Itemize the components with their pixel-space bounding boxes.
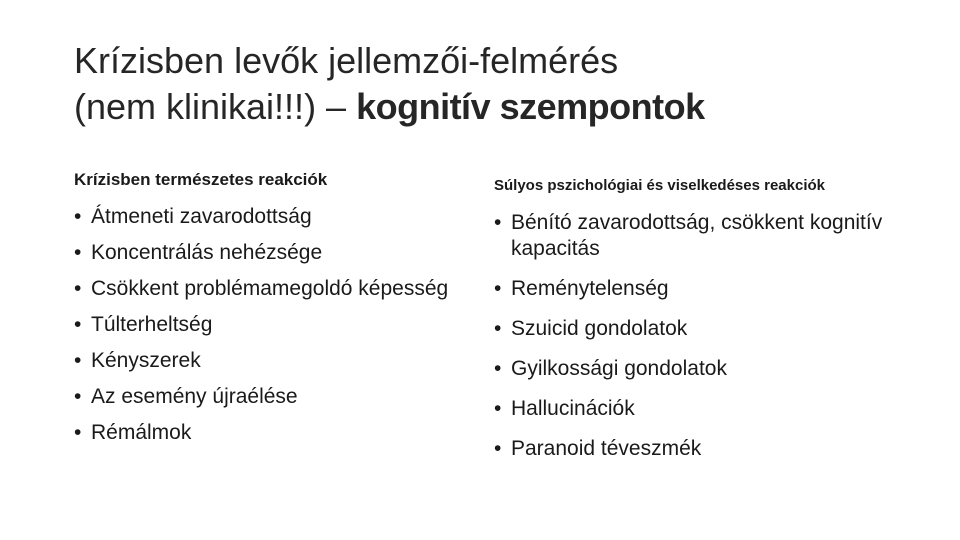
- list-item-text: Az esemény újraélése: [91, 385, 298, 408]
- list-item-text: Túlterheltség: [91, 313, 213, 336]
- right-column-heading: Súlyos pszichológiai és viselkedéses reakciók: [494, 177, 826, 194]
- list-item: [74, 276, 454, 302]
- list-item-text: Kényszerek: [91, 349, 201, 372]
- bullet-icon: •: [494, 357, 502, 380]
- bullet-icon: •: [494, 397, 502, 420]
- list-item-text: Gyilkossági gondolatok: [511, 357, 727, 380]
- list-item-text: Rémálmok: [91, 421, 192, 444]
- list-item: [494, 210, 924, 262]
- list-item: [74, 240, 454, 266]
- left-bullet-list: [74, 204, 454, 446]
- list-item: [74, 348, 454, 374]
- list-item-text: Koncentrálás nehézsége: [91, 241, 323, 264]
- bullet-icon: •: [74, 205, 82, 228]
- list-item: [494, 316, 924, 342]
- list-item-text: Átmeneti zavarodottság: [91, 205, 312, 228]
- title-line-2-emphasis: kognitív szempontok: [356, 86, 705, 127]
- bullet-icon: •: [74, 421, 82, 444]
- title-line-1: Krízisben levők jellemzői-felmérés: [74, 40, 619, 81]
- list-item-text: Csökkent problémamegoldó képesség: [91, 277, 449, 300]
- list-item: [494, 436, 924, 462]
- right-bullet-list: [494, 210, 924, 462]
- list-item-text: Hallucinációk: [511, 397, 635, 420]
- list-item-text: Szuicid gondolatok: [511, 317, 688, 340]
- list-item: [74, 384, 454, 410]
- bullet-icon: •: [74, 385, 82, 408]
- list-item-text: Bénító zavarodottság, csökkent kognitív kapacitás: [511, 211, 883, 260]
- bullet-icon: •: [494, 437, 502, 460]
- bullet-icon: •: [74, 277, 82, 300]
- list-item: [74, 312, 454, 338]
- list-item: [494, 356, 924, 382]
- list-item-text: Reménytelenség: [511, 277, 669, 300]
- bullet-icon: •: [74, 349, 82, 372]
- right-column: [494, 168, 924, 476]
- list-item: [494, 396, 924, 422]
- list-item: [494, 276, 924, 302]
- list-item: [74, 420, 454, 446]
- bullet-icon: •: [74, 313, 82, 336]
- left-column: [74, 168, 454, 456]
- left-column-heading: Krízisben természetes reakciók: [74, 170, 328, 189]
- slide-title: [74, 38, 934, 130]
- bullet-icon: •: [494, 211, 502, 234]
- list-item: [74, 204, 454, 230]
- bullet-icon: •: [74, 241, 82, 264]
- title-line-2-prefix: (nem klinikai!!!) –: [74, 86, 357, 127]
- bullet-icon: •: [494, 317, 502, 340]
- bullet-icon: •: [494, 277, 502, 300]
- list-item-text: Paranoid téveszmék: [511, 437, 702, 460]
